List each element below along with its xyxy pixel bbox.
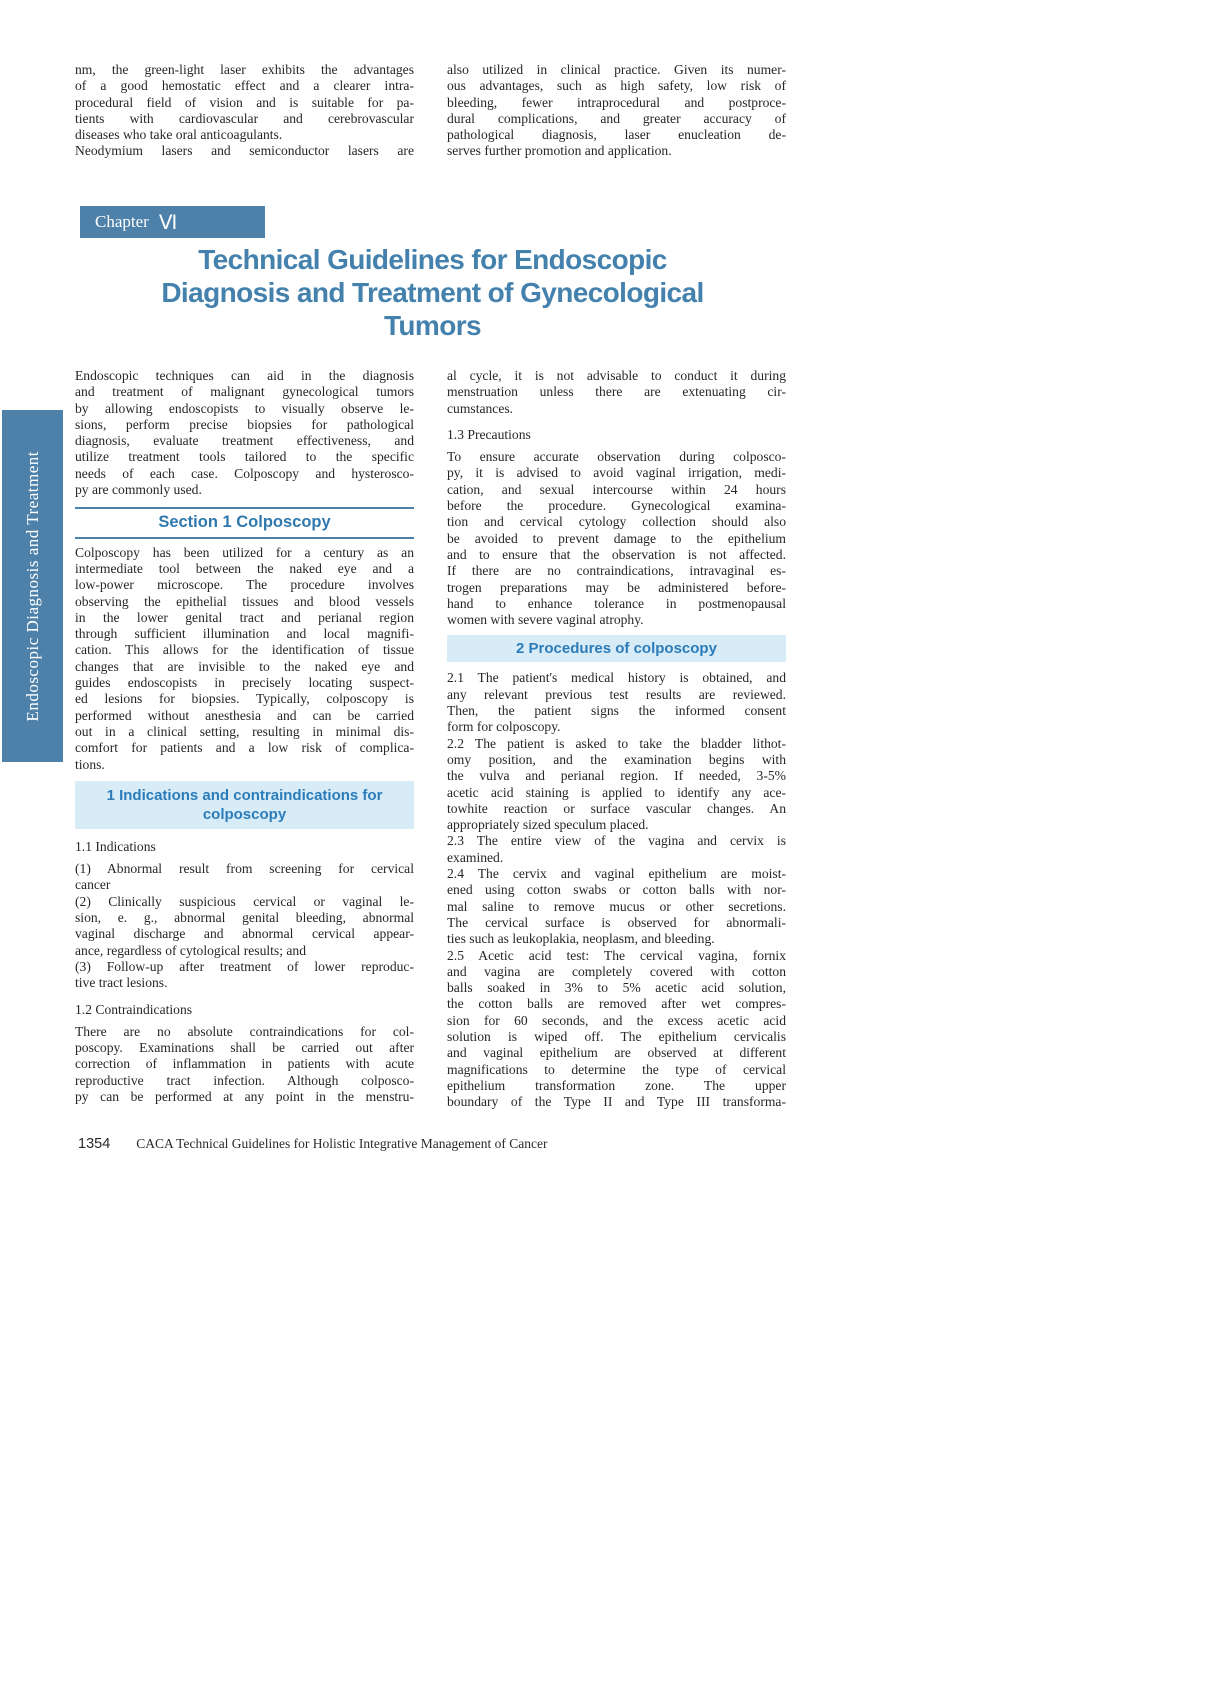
- text-line: Neodymium lasers and semiconductor lasers are: [75, 143, 414, 159]
- procedure-item-2-5: [447, 948, 786, 1111]
- text-line: balls soaked in 3% to 5% acetic acid solution,: [447, 980, 786, 996]
- text-line: examined.: [447, 849, 504, 865]
- procedure-item-2-3: [447, 833, 786, 866]
- text-line: ed lesions for biopsies. Typically, colposcopy is: [75, 691, 414, 707]
- text-line: form for colposcopy.: [447, 719, 561, 735]
- text-line: (1) Abnormal result from screening for cervical: [75, 861, 414, 877]
- text-line: tive tract lesions.: [75, 975, 168, 991]
- text-line: ous advantages, such as high safety, low risk of: [447, 78, 786, 94]
- text-line: py are commonly used.: [75, 482, 202, 498]
- text-line: changes that are invisible to the naked eye and: [75, 658, 414, 674]
- text-line: and to ensure that the observation is not affected.: [447, 546, 786, 562]
- text-line: and treatment of malignant gynecological tumors: [75, 384, 414, 400]
- text-line: vaginal discharge and abnormal cervical appear-: [75, 926, 414, 942]
- text-line: 2.4 The cervix and vaginal epithelium are moist-: [447, 866, 786, 882]
- text-line: Endoscopic techniques can aid in the diagnosis: [75, 368, 414, 383]
- text-line: performed without anesthesia and can be carried: [75, 707, 414, 723]
- text-line: ties such as leukoplakia, neoplasm, and bleeding.: [447, 931, 715, 947]
- text-line: guides endoscopists in precisely locating suspect-: [75, 675, 414, 691]
- subheading-1-2: 1.2 Contraindications: [75, 1001, 193, 1017]
- subheading-1-3: 1.3 Precautions: [447, 426, 531, 442]
- top-right-column: [447, 62, 786, 160]
- text-line: cation, and sexual intercourse within 24 hours: [447, 481, 786, 497]
- text-line: observing the epithelial tissues and blood vessels: [75, 593, 414, 609]
- procedure-item-2-2: [447, 736, 786, 834]
- text-line: menstruation unless there are extenuating cir-: [447, 384, 786, 400]
- paragraph: [447, 62, 786, 160]
- section-heading: Section 1 Colposcopy: [75, 507, 414, 538]
- text-line: Then, the patient signs the informed consent: [447, 703, 786, 719]
- subheading-1-1: 1.1 Indications: [75, 838, 156, 854]
- text-line: py, it is advised to avoid vaginal irrigation, medi-: [447, 465, 786, 481]
- indication-item: [75, 894, 414, 959]
- text-line: cumstances.: [447, 400, 514, 416]
- indications-heading-box: [75, 781, 414, 829]
- text-line: utilize treatment tools tailored to the specific: [75, 449, 414, 465]
- intro-paragraph: [75, 368, 414, 498]
- text-line: comfort for patients and a low risk of complica-: [75, 740, 414, 756]
- text-line: out in a clinical setting, resulting in minimal dis-: [75, 723, 414, 739]
- text-line: procedural field of vision and is suitable for pa-: [75, 94, 414, 110]
- text-line: hand to enhance tolerance in postmenopausal: [447, 595, 786, 611]
- text-line: by allowing endoscopists to visually observe le-: [75, 400, 414, 416]
- text-line: cancer: [75, 877, 111, 893]
- chapter-title: [75, 243, 790, 342]
- text-line: (2) Clinically suspicious cervical or vaginal le-: [75, 893, 414, 909]
- text-line: epithelium transformation zone. The upper: [447, 1077, 786, 1093]
- text-line: boundary of the Type II and Type III transforma-: [447, 1094, 786, 1110]
- colposcopy-paragraph: [75, 545, 414, 773]
- body-right-column: [447, 368, 786, 1110]
- text-line: any relevant previous test results are reviewed.: [447, 686, 786, 702]
- text-line: needs of each case. Colposcopy and hysterosco-: [75, 465, 414, 481]
- text-line: trogen preparations may be administered before-: [447, 579, 786, 595]
- previous-section-text: [75, 62, 786, 160]
- text-line: 2.5 Acetic acid test: The cervical vagina, fornix: [447, 947, 786, 963]
- chapter-title-line: Diagnosis and Treatment of Gynecological: [161, 277, 704, 308]
- text-line: appropriately sized speculum placed.: [447, 817, 649, 833]
- text-line: To ensure accurate observation during colposco-: [447, 449, 786, 465]
- page-footer: [78, 1136, 547, 1152]
- text-line: correction of inflammation in patients with acute: [75, 1056, 414, 1072]
- text-line: low-power microscope. The procedure involves: [75, 577, 414, 593]
- text-line: py can be performed at any point in the menstru-: [75, 1088, 414, 1104]
- text-line: sion for 60 seconds, and the excess acetic acid: [447, 1012, 786, 1028]
- text-line: the vulva and perianal region. If needed, 3-5%: [447, 768, 786, 784]
- text-line: There are no absolute contraindications for col-: [75, 1023, 414, 1039]
- chapter-title-line: Tumors: [384, 310, 481, 341]
- chapter-numeral: Ⅵ: [158, 211, 178, 234]
- body-left-column: [75, 368, 414, 1110]
- precautions-paragraph: [447, 449, 786, 628]
- text-line: ened using cotton swabs or cotton balls with nor-: [447, 882, 786, 898]
- procedure-item-2-1: [447, 670, 786, 735]
- text-line: solution is wiped off. The epithelium cervicalis: [447, 1028, 786, 1044]
- text-line: al cycle, it is not advisable to conduct it during: [447, 368, 786, 383]
- text-line: nm, the green-light laser exhibits the advantages: [75, 62, 414, 77]
- text-line: towhite reaction or surface vascular changes. An: [447, 800, 786, 816]
- text-line: be avoided to prevent damage to the epithelium: [447, 530, 786, 546]
- text-line: 2.3 The entire view of the vagina and cervix is: [447, 833, 786, 849]
- procedure-item-2-4: [447, 866, 786, 947]
- text-line: intermediate tool between the naked eye and a: [75, 560, 414, 576]
- text-line: and vagina are completely covered with cotton: [447, 963, 786, 979]
- text-line: reproductive tract infection. Although colposco-: [75, 1072, 414, 1088]
- text-line: tions.: [75, 756, 105, 772]
- text-line: 2.2 The patient is asked to take the bladder lithot-: [447, 735, 786, 751]
- procedures-heading-box: 2 Procedures of colposcopy: [447, 635, 786, 662]
- text-line: acetic acid staining is applied to identify any ace-: [447, 784, 786, 800]
- text-line: (3) Follow-up after treatment of lower reproduc-: [75, 958, 414, 974]
- text-line: bleeding, fewer intraprocedural and postproce-: [447, 94, 786, 110]
- text-line: also utilized in clinical practice. Given its numer-: [447, 62, 786, 77]
- text-line: magnifications to determine the type of cervical: [447, 1061, 786, 1077]
- text-line: sion, e. g., abnormal genital bleeding, abnormal: [75, 910, 414, 926]
- text-line: Colposcopy has been utilized for a century as an: [75, 544, 414, 560]
- text-line: omy position, and the examination begins with: [447, 751, 786, 767]
- indication-item: [75, 959, 414, 992]
- body-columns: [75, 368, 786, 1110]
- top-left-column: [75, 62, 414, 160]
- text-line: tients with cardiovascular and cerebrovascular: [75, 110, 414, 126]
- page-number: 1354: [78, 1136, 111, 1152]
- paragraph: [75, 143, 414, 159]
- continuation-paragraph: [447, 368, 786, 417]
- sidebar-vertical-label: Endoscopic Diagnosis and Treatment: [22, 450, 42, 722]
- text-line: diagnosis, evaluate treatment effectiveness, and: [75, 433, 414, 449]
- text-line: through sufficient illumination and local magnifi-: [75, 626, 414, 642]
- text-line: 2.1 The patient's medical history is obtained, and: [447, 670, 786, 686]
- text-line: and vaginal epithelium are observed at different: [447, 1045, 786, 1061]
- contraindications-paragraph: [75, 1024, 414, 1105]
- text-line: sions, perform precise biopsies for pathological: [75, 416, 414, 432]
- text-line: serves further promotion and application.: [447, 143, 672, 159]
- running-book-title: CACA Technical Guidelines for Holistic Integrative Management of Cancer: [136, 1136, 548, 1151]
- indication-item: [75, 861, 414, 894]
- text-line: poscopy. Examinations shall be carried out after: [75, 1040, 414, 1056]
- chapter-label-box: [80, 206, 265, 238]
- paragraph: [75, 62, 414, 143]
- text-line: If there are no contraindications, intravaginal es-: [447, 563, 786, 579]
- text-line: women with severe vaginal atrophy.: [447, 612, 644, 628]
- chapter-title-line: Technical Guidelines for Endoscopic: [198, 244, 667, 275]
- indications-heading-line: 1 Indications and contraindications for: [106, 786, 383, 804]
- text-line: pathological diagnosis, laser enucleation de-: [447, 127, 786, 143]
- text-line: ance, regardless of cytological results; and: [75, 942, 307, 958]
- chapter-word: Chapter: [95, 212, 149, 231]
- text-line: the cotton balls are removed after wet compres-: [447, 996, 786, 1012]
- chapter-sidebar-tab: [2, 410, 63, 762]
- text-line: of a good hemostatic effect and a clearer intra-: [75, 78, 414, 94]
- text-line: before the procedure. Gynecological examina-: [447, 498, 786, 514]
- text-line: diseases who take oral anticoagulants.: [75, 127, 283, 143]
- text-line: cation. This allows for the identification of tissue: [75, 642, 414, 658]
- text-line: The cervical surface is observed for abnormali-: [447, 914, 786, 930]
- indications-heading-line: colposcopy: [202, 805, 287, 823]
- text-line: dural complications, and greater accuracy of: [447, 110, 786, 126]
- text-line: mal saline to remove mucus or other secretions.: [447, 898, 786, 914]
- text-line: in the lower genital tract and perianal region: [75, 609, 414, 625]
- text-line: tion and cervical cytology collection should also: [447, 514, 786, 530]
